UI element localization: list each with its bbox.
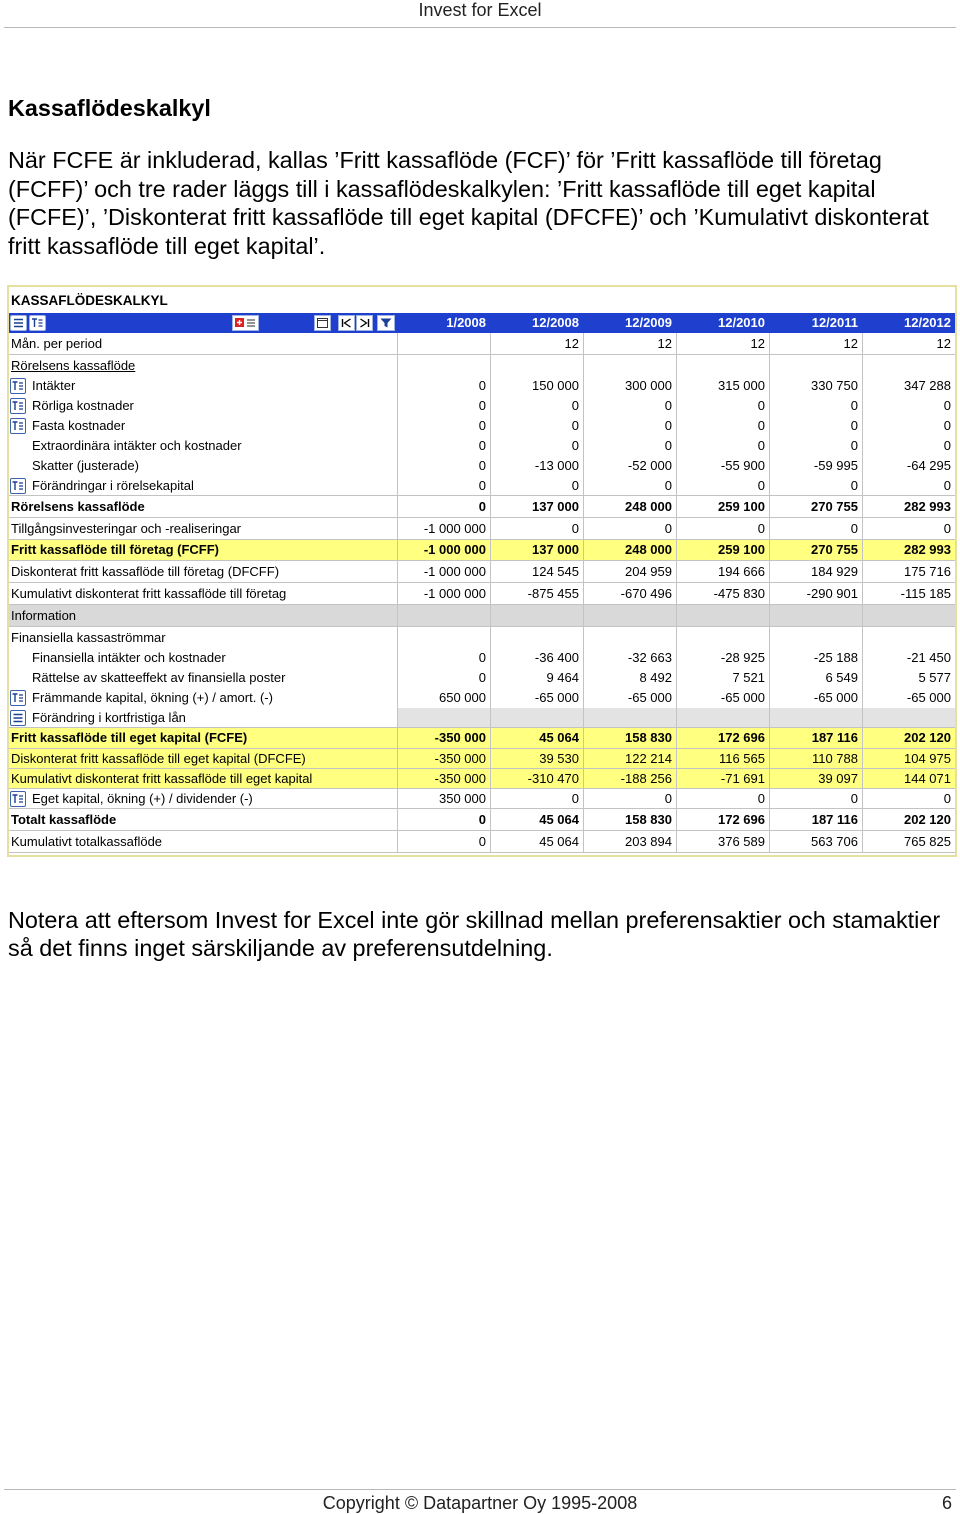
note-icon[interactable]: [10, 418, 26, 434]
row-label: Kumulativt diskonterat fritt kassaflöde till eget kapital: [11, 771, 313, 786]
sheet-row: [9, 688, 955, 708]
cell-value[interactable]: [769, 708, 862, 727]
sheet-row: [9, 789, 955, 809]
cell-value[interactable]: 12: [490, 333, 583, 354]
cell-value[interactable]: -475 830: [676, 583, 769, 604]
sheet-row: [9, 540, 955, 561]
cell-value[interactable]: [490, 605, 583, 626]
row-label-cell[interactable]: [9, 789, 397, 808]
cell-value[interactable]: 0: [490, 416, 583, 436]
cell-value[interactable]: 6 549: [769, 668, 862, 688]
cell-value[interactable]: 347 288: [862, 376, 955, 396]
cell-value[interactable]: -21 450: [862, 648, 955, 668]
sheet-row: [9, 831, 955, 853]
sheet-row: [9, 396, 955, 416]
sheet-row: [9, 518, 955, 540]
filter-icon[interactable]: [377, 315, 395, 331]
column-header[interactable]: 1/2008: [446, 315, 486, 330]
cell-value[interactable]: 158 830: [583, 728, 676, 748]
cell-value[interactable]: 137 000: [490, 540, 583, 560]
list-icon[interactable]: [10, 315, 27, 331]
row-label-cell[interactable]: [9, 436, 397, 456]
cell-value[interactable]: -65 000: [769, 688, 862, 708]
cell-value[interactable]: 0: [862, 416, 955, 436]
last-period-icon[interactable]: [356, 315, 373, 331]
cell-value[interactable]: 0: [583, 476, 676, 495]
sheet-toolbar: [9, 313, 397, 333]
cell-value[interactable]: 122 214: [583, 749, 676, 768]
cell-value[interactable]: 0: [583, 518, 676, 539]
row-label-cell[interactable]: [9, 648, 397, 668]
cell-value[interactable]: 12: [769, 333, 862, 354]
cell-value[interactable]: 270 755: [769, 496, 862, 517]
cell-value[interactable]: 0: [397, 436, 490, 456]
cell-value[interactable]: 12: [583, 333, 676, 354]
cell-value[interactable]: [769, 627, 862, 648]
column-header[interactable]: 12/2009: [625, 315, 672, 330]
intro-line: När FCFE är inkluderad, kallas ’Fritt kassaflöde (FCF)’ för ’Fritt kassaflöde till företag: [8, 147, 882, 173]
cell-value[interactable]: -1 000 000: [397, 540, 490, 560]
first-period-icon[interactable]: [338, 315, 355, 331]
sheet-row: [9, 436, 955, 456]
cell-value[interactable]: 0: [397, 648, 490, 668]
cell-value[interactable]: -65 000: [676, 688, 769, 708]
row-label: Förändringar i rörelsekapital: [32, 478, 194, 493]
cell-value[interactable]: -350 000: [397, 749, 490, 768]
cell-value[interactable]: 0: [397, 668, 490, 688]
cell-value[interactable]: -71 691: [676, 769, 769, 788]
cell-value[interactable]: 282 993: [862, 540, 955, 560]
cell-value[interactable]: 0: [490, 396, 583, 416]
cell-value[interactable]: 0: [490, 518, 583, 539]
cell-value[interactable]: 0: [583, 436, 676, 456]
sheet-row: [9, 668, 955, 688]
row-label-cell[interactable]: [9, 605, 397, 626]
cell-value[interactable]: [583, 605, 676, 626]
cell-value[interactable]: [490, 627, 583, 648]
cell-value[interactable]: -310 470: [490, 769, 583, 788]
cell-value[interactable]: 650 000: [397, 688, 490, 708]
row-label: Finansiella kassaströmmar: [11, 630, 166, 645]
cell-value[interactable]: 110 788: [769, 749, 862, 768]
cell-value[interactable]: 0: [676, 518, 769, 539]
sheet-row: [9, 333, 955, 355]
cell-value[interactable]: 350 000: [397, 789, 490, 808]
row-label-cell[interactable]: [9, 456, 397, 476]
cell-value[interactable]: -65 000: [583, 688, 676, 708]
row-label: Skatter (justerade): [32, 458, 139, 473]
cell-value[interactable]: [397, 333, 490, 354]
cell-value[interactable]: 0: [676, 396, 769, 416]
row-label-cell[interactable]: [9, 688, 397, 708]
cell-value[interactable]: 12: [676, 333, 769, 354]
cell-value[interactable]: -59 995: [769, 456, 862, 476]
cell-value[interactable]: 0: [397, 809, 490, 830]
column-header[interactable]: 12/2011: [811, 315, 858, 330]
cell-value[interactable]: 0: [769, 416, 862, 436]
row-label-cell[interactable]: [9, 583, 397, 604]
cell-value[interactable]: [397, 355, 490, 376]
cell-value[interactable]: [676, 355, 769, 376]
cell-value[interactable]: -32 663: [583, 648, 676, 668]
page-header-title: Invest for Excel: [418, 0, 542, 20]
row-label: Kumulativt totalkassaflöde: [11, 834, 163, 849]
cell-value[interactable]: 204 959: [583, 561, 676, 582]
row-label-cell[interactable]: [9, 728, 397, 748]
row-label: Diskonterat fritt kassaflöde till eget kapital (DFCFE): [11, 751, 306, 766]
note-icon[interactable]: [10, 398, 26, 414]
cell-value[interactable]: [769, 605, 862, 626]
row-label-cell[interactable]: [9, 496, 397, 517]
cell-value[interactable]: 172 696: [676, 809, 769, 830]
cell-value[interactable]: 0: [397, 456, 490, 476]
row-label: Intäkter: [32, 378, 76, 393]
cell-value[interactable]: -1 000 000: [397, 583, 490, 604]
cell-value[interactable]: 9 464: [490, 668, 583, 688]
row-label: Fritt kassaflöde till företag (FCFF): [11, 542, 220, 557]
cell-value[interactable]: -28 925: [676, 648, 769, 668]
cashflow-spreadsheet: [7, 285, 957, 857]
cell-value[interactable]: [490, 708, 583, 727]
sheet-row: [9, 648, 955, 668]
cell-value[interactable]: [397, 605, 490, 626]
cell-value[interactable]: 0: [676, 476, 769, 495]
cell-value[interactable]: 116 565: [676, 749, 769, 768]
sheet-row: [9, 476, 955, 496]
cell-value[interactable]: 315 000: [676, 376, 769, 396]
row-label: Främmande kapital, ökning (+) / amort. (-): [32, 690, 273, 705]
cell-value[interactable]: 0: [676, 416, 769, 436]
cell-value[interactable]: 39 530: [490, 749, 583, 768]
cell-value[interactable]: -350 000: [397, 769, 490, 788]
cell-value[interactable]: 765 825: [862, 831, 955, 852]
row-label-cell[interactable]: [9, 355, 397, 376]
cell-value[interactable]: -65 000: [862, 688, 955, 708]
column-header[interactable]: 12/2012: [904, 315, 951, 330]
cell-value[interactable]: 7 521: [676, 668, 769, 688]
sheet-row: [9, 728, 955, 749]
cell-value[interactable]: 0: [397, 476, 490, 495]
row-label: Rörliga kostnader: [32, 398, 134, 413]
cell-value[interactable]: -290 901: [769, 583, 862, 604]
sheet-row: [9, 627, 955, 648]
cell-value[interactable]: [862, 605, 955, 626]
sheet-header-row: [9, 313, 955, 333]
cell-value[interactable]: 0: [862, 396, 955, 416]
cell-value[interactable]: 0: [397, 396, 490, 416]
sheet-row: [9, 496, 955, 518]
sheet-row: [9, 583, 955, 605]
cell-value[interactable]: 104 975: [862, 749, 955, 768]
row-label-cell[interactable]: [9, 769, 397, 788]
cell-value[interactable]: 39 097: [769, 769, 862, 788]
cell-value[interactable]: 0: [583, 789, 676, 808]
row-label: Rättelse av skatteeffekt av finansiella poster: [32, 670, 286, 685]
cell-value[interactable]: [397, 708, 490, 727]
note-line: Notera att eftersom Invest for Excel inte gör skillnad mellan preferensaktier och stamaktier: [8, 907, 941, 933]
intro-paragraph: [8, 146, 929, 261]
cell-value[interactable]: 0: [490, 476, 583, 495]
row-label-cell[interactable]: [9, 708, 397, 727]
note-line: så det finns inget särskiljande av preferensutdelning.: [8, 935, 553, 961]
row-label-cell[interactable]: [9, 416, 397, 436]
cell-value[interactable]: -188 256: [583, 769, 676, 788]
cell-value[interactable]: 45 064: [490, 809, 583, 830]
row-label-cell[interactable]: [9, 561, 397, 582]
cell-value[interactable]: 0: [769, 476, 862, 495]
cell-value[interactable]: 259 100: [676, 496, 769, 517]
cell-value[interactable]: 0: [583, 416, 676, 436]
copyright-text: Copyright © Datapartner Oy 1995-2008: [322, 1493, 638, 1513]
cell-value[interactable]: [583, 355, 676, 376]
row-label: Totalt kassaflöde: [11, 812, 117, 827]
cell-value[interactable]: 137 000: [490, 496, 583, 517]
cell-value[interactable]: -25 188: [769, 648, 862, 668]
cell-value[interactable]: [397, 627, 490, 648]
cell-value[interactable]: 144 071: [862, 769, 955, 788]
cell-value[interactable]: [676, 627, 769, 648]
cell-value[interactable]: -36 400: [490, 648, 583, 668]
sheet-row: [9, 749, 955, 769]
cell-value[interactable]: 150 000: [490, 376, 583, 396]
sheet-rows: [9, 333, 955, 853]
cell-value[interactable]: -52 000: [583, 456, 676, 476]
row-label-cell[interactable]: [9, 809, 397, 830]
row-label: Tillgångsinvesteringar och -realiseringar: [11, 521, 242, 536]
row-label-cell[interactable]: [9, 396, 397, 416]
note-icon[interactable]: [29, 315, 46, 331]
cell-value[interactable]: 45 064: [490, 831, 583, 852]
page-header: [4, 0, 956, 28]
footer-divider: [4, 1489, 956, 1490]
column-header[interactable]: 12/2008: [532, 315, 579, 330]
row-label: Förändring i kortfristiga lån: [32, 710, 186, 725]
cell-value[interactable]: 202 120: [862, 809, 955, 830]
note-icon[interactable]: [10, 791, 26, 807]
row-label-cell[interactable]: [9, 518, 397, 539]
row-label: Eget kapital, ökning (+) / dividender (-): [32, 791, 253, 806]
cell-value[interactable]: 0: [676, 436, 769, 456]
cell-value[interactable]: 202 120: [862, 728, 955, 748]
sheet-row: [9, 561, 955, 583]
sheet-row: [9, 708, 955, 728]
sheet-row: [9, 376, 955, 396]
cell-value[interactable]: 184 929: [769, 561, 862, 582]
cell-value[interactable]: 0: [397, 831, 490, 852]
note-icon[interactable]: [10, 378, 26, 394]
cell-value[interactable]: 187 116: [769, 728, 862, 748]
sheet-row: [9, 605, 955, 627]
cell-value[interactable]: -875 455: [490, 583, 583, 604]
cell-value[interactable]: 12: [862, 333, 955, 354]
cell-value[interactable]: [862, 708, 955, 727]
picture-icon[interactable]: [232, 315, 259, 331]
cell-value[interactable]: 0: [490, 789, 583, 808]
cell-value[interactable]: 300 000: [583, 376, 676, 396]
cell-value[interactable]: -1 000 000: [397, 561, 490, 582]
row-label: Diskonterat fritt kassaflöde till företag (DFCFF): [11, 564, 280, 579]
cell-value[interactable]: -350 000: [397, 728, 490, 748]
cell-value[interactable]: 0: [862, 436, 955, 456]
cell-value[interactable]: 172 696: [676, 728, 769, 748]
row-label: Fritt kassaflöde till eget kapital (FCFE): [11, 730, 248, 745]
note-paragraph: [8, 906, 940, 962]
row-label: Finansiella intäkter och kostnader: [32, 650, 226, 665]
cell-value[interactable]: 187 116: [769, 809, 862, 830]
cell-value[interactable]: 0: [769, 436, 862, 456]
cell-value[interactable]: -115 185: [862, 583, 955, 604]
cell-value[interactable]: 0: [397, 496, 490, 517]
cell-value[interactable]: 282 993: [862, 496, 955, 517]
section-heading: Kassaflödeskalkyl: [8, 95, 211, 121]
sheet-row: [9, 769, 955, 789]
sheet-title: KASSAFLÖDESKALKYL: [11, 293, 168, 308]
cell-value[interactable]: 563 706: [769, 831, 862, 852]
cell-value[interactable]: [583, 627, 676, 648]
note-icon[interactable]: [10, 690, 26, 706]
cell-value[interactable]: 0: [769, 396, 862, 416]
sheet-row: [9, 416, 955, 436]
cell-value[interactable]: 8 492: [583, 668, 676, 688]
cell-value[interactable]: 376 589: [676, 831, 769, 852]
cell-value[interactable]: 259 100: [676, 540, 769, 560]
cell-value[interactable]: 330 750: [769, 376, 862, 396]
cell-value[interactable]: 0: [862, 476, 955, 495]
row-label: Fasta kostnader: [32, 418, 126, 433]
intro-line: fritt kassaflöde till eget kapital’.: [8, 233, 326, 260]
intro-line: (FCFE)’, ’Diskonterat fritt kassaflöde till eget kapital (DFCFE)’ och ’Kumulativt diskonterat: [8, 204, 929, 231]
cell-value[interactable]: 45 064: [490, 728, 583, 748]
cell-value[interactable]: -13 000: [490, 456, 583, 476]
window-icon[interactable]: [314, 315, 331, 331]
cell-value[interactable]: [490, 355, 583, 376]
row-label-cell[interactable]: [9, 831, 397, 852]
cell-value[interactable]: 5 577: [862, 668, 955, 688]
cell-value[interactable]: -65 000: [490, 688, 583, 708]
sheet-row: [9, 355, 955, 376]
row-label: Mån. per period: [11, 336, 103, 351]
cell-value[interactable]: 124 545: [490, 561, 583, 582]
intro-line: (FCFF)’ och tre rader läggs till i kassaflödeskalkylen: ’Fritt kassaflöde till eget kapital: [8, 175, 876, 202]
row-label-cell[interactable]: [9, 476, 397, 495]
row-label-cell[interactable]: [9, 376, 397, 396]
cell-value[interactable]: 0: [397, 416, 490, 436]
cell-value[interactable]: 0: [397, 376, 490, 396]
column-header[interactable]: 12/2010: [718, 315, 765, 330]
cell-value[interactable]: [862, 627, 955, 648]
row-label-cell[interactable]: [9, 749, 397, 768]
note-icon[interactable]: [10, 478, 26, 494]
cell-value[interactable]: 0: [583, 396, 676, 416]
sheet-row: [9, 809, 955, 831]
cell-value[interactable]: [676, 605, 769, 626]
cell-value[interactable]: -670 496: [583, 583, 676, 604]
row-label: Rörelsens kassaflöde: [11, 499, 145, 514]
cell-value[interactable]: 0: [490, 436, 583, 456]
cell-value[interactable]: 194 666: [676, 561, 769, 582]
cell-value[interactable]: -55 900: [676, 456, 769, 476]
row-label-cell[interactable]: [9, 668, 397, 688]
cell-value[interactable]: 0: [769, 518, 862, 539]
sheet-row: [9, 456, 955, 476]
row-label-cell[interactable]: [9, 627, 397, 648]
cell-value[interactable]: 0: [676, 789, 769, 808]
row-label: Extraordinära intäkter och kostnader: [32, 438, 242, 453]
cell-value[interactable]: 0: [862, 789, 955, 808]
cell-value[interactable]: 0: [862, 518, 955, 539]
row-label-cell[interactable]: [9, 540, 397, 560]
cell-value[interactable]: -1 000 000: [397, 518, 490, 539]
cell-value[interactable]: 0: [769, 789, 862, 808]
page-number: 6: [941, 1493, 952, 1513]
cell-value[interactable]: -64 295: [862, 456, 955, 476]
list-icon[interactable]: [10, 710, 26, 726]
cell-value[interactable]: 158 830: [583, 809, 676, 830]
cell-value[interactable]: 248 000: [583, 540, 676, 560]
cell-value[interactable]: [583, 708, 676, 727]
cell-value[interactable]: 270 755: [769, 540, 862, 560]
row-label: Rörelsens kassaflöde: [11, 358, 136, 373]
cell-value[interactable]: 175 716: [862, 561, 955, 582]
cell-value[interactable]: [769, 355, 862, 376]
row-label: Kumulativt diskonterat fritt kassaflöde till företag: [11, 586, 287, 601]
row-label-cell[interactable]: [9, 333, 397, 354]
cell-value[interactable]: 248 000: [583, 496, 676, 517]
row-label: Information: [11, 608, 77, 623]
cell-value[interactable]: [676, 708, 769, 727]
cell-value[interactable]: 203 894: [583, 831, 676, 852]
cell-value[interactable]: [862, 355, 955, 376]
